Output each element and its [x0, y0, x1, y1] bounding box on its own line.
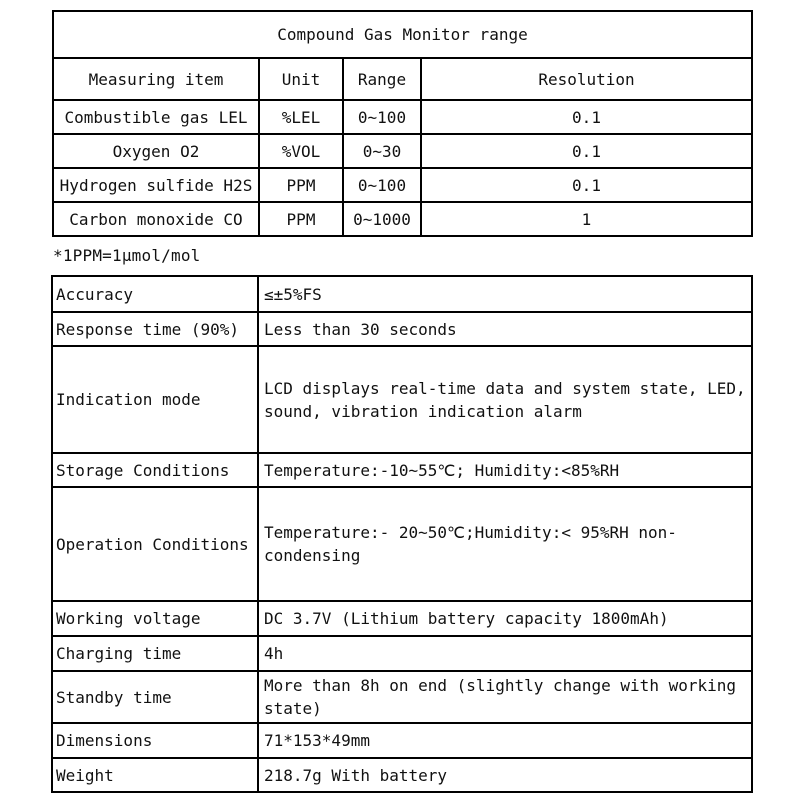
spec-label: Charging time [52, 636, 258, 671]
table-row [53, 202, 752, 236]
spec-value: More than 8h on end (slightly change with working state) [258, 671, 752, 723]
header-range: Range [343, 58, 421, 100]
spec-value: Temperature:- 20~50℃;Humidity:< 95%RH non-condensing [258, 487, 752, 601]
spec-label: Standby time [52, 671, 258, 723]
table-row [53, 134, 752, 168]
resolution-cell: 0.1 [421, 134, 752, 168]
table-row [52, 758, 752, 792]
spec-value: 71*153*49mm [258, 723, 752, 758]
table-row [52, 671, 752, 723]
header-resolution: Resolution [421, 58, 752, 100]
table-row [53, 100, 752, 134]
header-measuring-item: Measuring item [53, 58, 259, 100]
range-cell: 0~1000 [343, 202, 421, 236]
spec-label: Accuracy [52, 276, 258, 312]
spec-label: Weight [52, 758, 258, 792]
ppm-footnote: *1PPM=1μmol/mol [53, 246, 201, 265]
spec-value: Temperature:-10~55℃; Humidity:<85%RH [258, 453, 752, 487]
spec-label: Response time (90%) [52, 312, 258, 346]
spec-value: DC 3.7V (Lithium battery capacity 1800mAh) [258, 601, 752, 636]
spec-label: Storage Conditions [52, 453, 258, 487]
resolution-cell: 0.1 [421, 168, 752, 202]
spec-value: 4h [258, 636, 752, 671]
resolution-cell: 1 [421, 202, 752, 236]
range-table-header-row [53, 58, 752, 100]
range-cell: 0~30 [343, 134, 421, 168]
spec-value: 218.7g With battery [258, 758, 752, 792]
table-row [53, 168, 752, 202]
measuring-item-cell: Carbon monoxide CO [53, 202, 259, 236]
resolution-cell: 0.1 [421, 100, 752, 134]
spec-label: Operation Conditions [52, 487, 258, 601]
measuring-item-cell: Hydrogen sulfide H2S [53, 168, 259, 202]
spec-label: Dimensions [52, 723, 258, 758]
measuring-item-cell: Combustible gas LEL [53, 100, 259, 134]
table-row [52, 601, 752, 636]
spec-value: LCD displays real-time data and system state, LED, sound, vibration indication alarm [258, 346, 752, 453]
spec-label: Working voltage [52, 601, 258, 636]
table-row [52, 312, 752, 346]
spec-value: Less than 30 seconds [258, 312, 752, 346]
table-row [52, 636, 752, 671]
table-row [52, 346, 752, 453]
spec-label: Indication mode [52, 346, 258, 453]
measuring-item-cell: Oxygen O2 [53, 134, 259, 168]
header-unit: Unit [259, 58, 343, 100]
spec-table [51, 275, 753, 793]
table-row [52, 723, 752, 758]
range-cell: 0~100 [343, 100, 421, 134]
gas-range-table [52, 10, 753, 237]
spec-value: ≤±5%FS [258, 276, 752, 312]
range-table-title: Compound Gas Monitor range [53, 11, 752, 58]
table-row [52, 453, 752, 487]
unit-cell: %LEL [259, 100, 343, 134]
unit-cell: PPM [259, 168, 343, 202]
unit-cell: %VOL [259, 134, 343, 168]
table-row [52, 487, 752, 601]
unit-cell: PPM [259, 202, 343, 236]
range-cell: 0~100 [343, 168, 421, 202]
table-row [52, 276, 752, 312]
